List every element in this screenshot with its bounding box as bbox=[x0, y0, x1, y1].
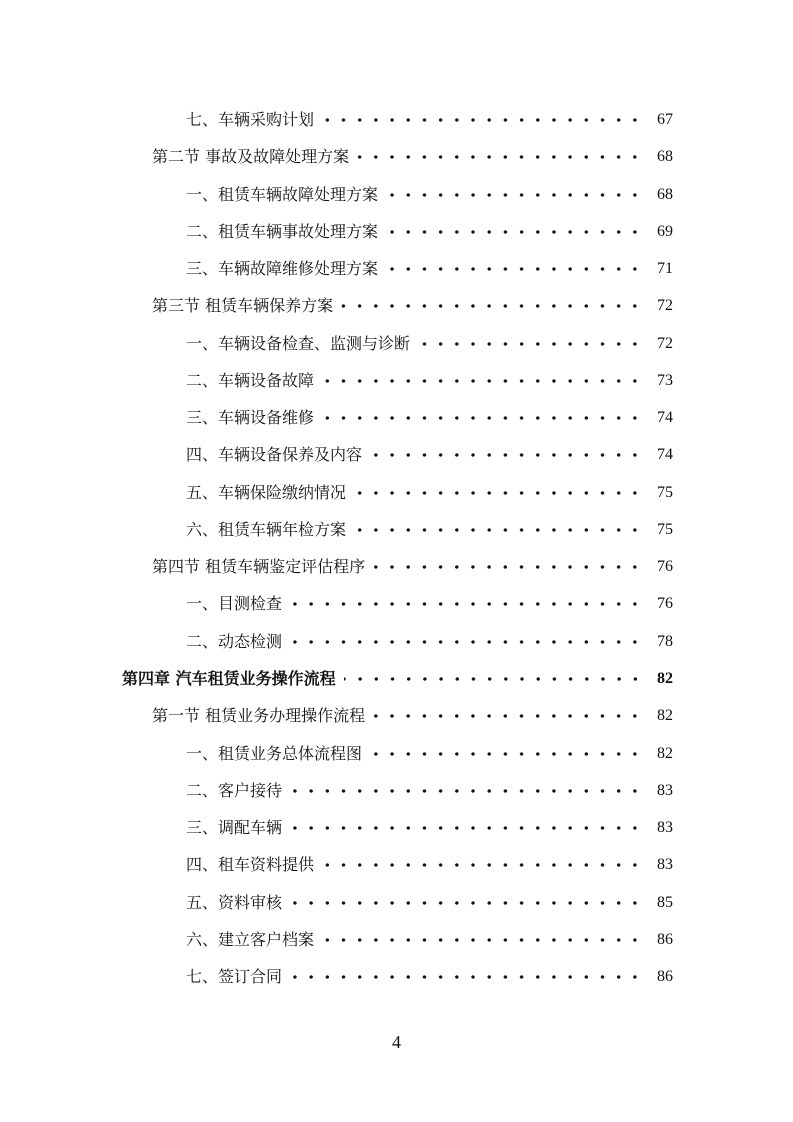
toc-entry-title: 三、调配车辆 bbox=[186, 818, 283, 837]
dot-leader bbox=[370, 441, 643, 469]
toc-entry-page: 82 bbox=[657, 670, 673, 687]
toc-entry bbox=[186, 814, 673, 842]
toc-entry-page: 72 bbox=[657, 335, 673, 352]
toc-entry-page: 69 bbox=[657, 223, 673, 240]
toc-entry-page: 82 bbox=[657, 707, 673, 724]
toc-entry-chapter bbox=[122, 665, 673, 693]
dot-leader bbox=[290, 814, 643, 842]
dot-leader bbox=[386, 218, 643, 246]
toc-entry-title: 四、车辆设备保养及内容 bbox=[186, 445, 363, 464]
toc-entry-title: 七、签订合同 bbox=[186, 967, 283, 986]
toc-entry bbox=[186, 926, 673, 954]
toc-entry bbox=[186, 367, 673, 395]
toc-entry-title: 第一节 租赁业务办理操作流程 bbox=[152, 706, 366, 725]
toc-entry-page: 82 bbox=[657, 745, 673, 762]
toc-entry bbox=[186, 479, 673, 507]
toc-entry-title: 二、车辆设备故障 bbox=[186, 371, 315, 390]
toc-entry-page: 83 bbox=[657, 782, 673, 799]
dot-leader bbox=[290, 889, 643, 917]
toc-entry bbox=[186, 740, 673, 768]
toc-entry-page: 67 bbox=[657, 111, 673, 128]
toc-entry bbox=[186, 181, 673, 209]
toc-entry-page: 83 bbox=[657, 819, 673, 836]
toc-entry bbox=[186, 590, 673, 618]
toc-entry-title: 一、车辆设备检查、监测与诊断 bbox=[186, 334, 411, 353]
toc-entry-title: 三、车辆故障维修处理方案 bbox=[186, 259, 379, 278]
toc-entry-title: 六、租赁车辆年检方案 bbox=[186, 520, 347, 539]
toc-entry-title: 一、目测检查 bbox=[186, 594, 283, 613]
dot-leader bbox=[290, 777, 643, 805]
toc-entry bbox=[186, 516, 673, 544]
toc-entry bbox=[152, 292, 673, 320]
toc-entry-page: 78 bbox=[657, 633, 673, 650]
toc-entry bbox=[186, 330, 673, 358]
toc-entry bbox=[186, 889, 673, 917]
toc-entry bbox=[186, 851, 673, 879]
toc-entry-page: 83 bbox=[657, 856, 673, 873]
dot-leader bbox=[322, 106, 643, 134]
toc-entry-page: 73 bbox=[657, 372, 673, 389]
toc-entry-page: 74 bbox=[657, 446, 673, 463]
toc-entry-title: 五、车辆保险缴纳情况 bbox=[186, 483, 347, 502]
toc-entry-title: 六、建立客户档案 bbox=[186, 930, 315, 949]
toc-entry bbox=[186, 628, 673, 656]
dot-leader bbox=[357, 143, 643, 171]
toc-entry bbox=[186, 963, 673, 991]
toc-entry-title: 第三节 租赁车辆保养方案 bbox=[152, 296, 334, 315]
toc-entry-title: 五、资料审核 bbox=[186, 893, 283, 912]
toc-entry-page: 75 bbox=[657, 521, 673, 538]
dot-leader bbox=[354, 479, 643, 507]
toc-entry bbox=[152, 553, 673, 581]
toc-entry-page: 76 bbox=[657, 595, 673, 612]
dot-leader bbox=[344, 665, 643, 693]
toc-entry-title: 第四节 租赁车辆鉴定评估程序 bbox=[152, 557, 366, 576]
toc-entry-page: 71 bbox=[657, 260, 673, 277]
dot-leader bbox=[386, 181, 643, 209]
toc-entry-title: 二、租赁车辆事故处理方案 bbox=[186, 222, 379, 241]
dot-leader bbox=[418, 330, 643, 358]
dot-leader bbox=[322, 404, 643, 432]
dot-leader bbox=[290, 590, 643, 618]
toc-entry-page: 68 bbox=[657, 148, 673, 165]
dot-leader bbox=[290, 628, 643, 656]
toc-entry-page: 68 bbox=[657, 186, 673, 203]
dot-leader bbox=[354, 516, 643, 544]
toc-entry-title: 七、车辆采购计划 bbox=[186, 110, 315, 129]
toc-entry-page: 85 bbox=[657, 894, 673, 911]
toc-entry bbox=[186, 106, 673, 134]
toc-entry-title: 第二节 事故及故障处理方案 bbox=[152, 147, 350, 166]
toc-entry bbox=[186, 404, 673, 432]
toc-entry-page: 86 bbox=[657, 931, 673, 948]
toc-entry bbox=[186, 255, 673, 283]
toc-entry-page: 74 bbox=[657, 409, 673, 426]
toc-entry-title: 三、车辆设备维修 bbox=[186, 408, 315, 427]
toc-entry bbox=[186, 218, 673, 246]
dot-leader bbox=[370, 740, 643, 768]
toc-entry bbox=[152, 702, 673, 730]
toc-entry-page: 86 bbox=[657, 968, 673, 985]
dot-leader bbox=[322, 367, 643, 395]
toc-entry-title: 一、租赁业务总体流程图 bbox=[186, 744, 363, 763]
toc-entry-page: 76 bbox=[657, 558, 673, 575]
toc-entry bbox=[186, 441, 673, 469]
toc-entry-title: 二、动态检测 bbox=[186, 632, 283, 651]
toc-entry-page: 72 bbox=[657, 297, 673, 314]
dot-leader bbox=[341, 292, 643, 320]
page-number: 4 bbox=[392, 1032, 401, 1052]
dot-leader bbox=[373, 702, 643, 730]
toc-entry-page: 75 bbox=[657, 484, 673, 501]
toc-entry bbox=[152, 143, 673, 171]
toc-entry-title: 四、租车资料提供 bbox=[186, 855, 315, 874]
dot-leader bbox=[322, 851, 643, 879]
toc-entry bbox=[186, 777, 673, 805]
toc-entry-title: 二、客户接待 bbox=[186, 781, 283, 800]
toc-entry-title: 第四章 汽车租赁业务操作流程 bbox=[122, 669, 336, 688]
dot-leader bbox=[386, 255, 643, 283]
toc-entry-title: 一、租赁车辆故障处理方案 bbox=[186, 185, 379, 204]
dot-leader bbox=[290, 963, 643, 991]
dot-leader bbox=[322, 926, 643, 954]
dot-leader bbox=[373, 553, 643, 581]
